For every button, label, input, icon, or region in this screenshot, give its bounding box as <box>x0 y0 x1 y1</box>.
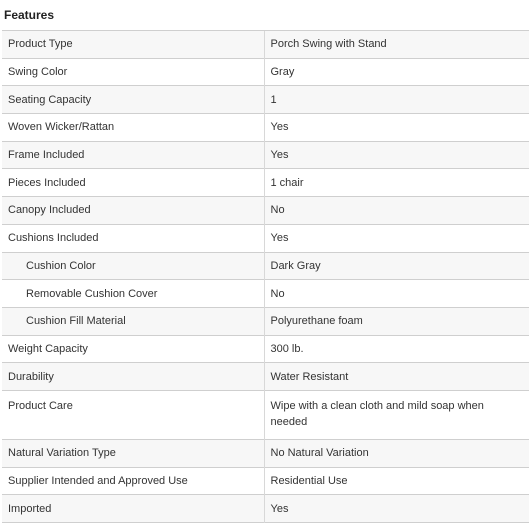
row-label: Supplier Intended and Approved Use <box>2 467 264 495</box>
row-label: Imported <box>2 495 264 523</box>
table-row <box>2 224 529 252</box>
row-value: Porch Swing with Stand <box>264 31 529 58</box>
table-row-sub <box>2 280 529 308</box>
features-table <box>2 31 529 523</box>
table-row <box>2 58 529 86</box>
row-value: Water Resistant <box>264 363 529 391</box>
row-value: No <box>264 280 529 308</box>
table-row-sub <box>2 307 529 335</box>
row-value: 300 lb. <box>264 335 529 363</box>
row-value: Yes <box>264 224 529 252</box>
row-label: Cushions Included <box>2 224 264 252</box>
row-value: Polyurethane foam <box>264 307 529 335</box>
table-row <box>2 467 529 495</box>
table-row <box>2 439 529 467</box>
row-label: Cushion Color <box>2 252 264 280</box>
row-label: Pieces Included <box>2 169 264 197</box>
row-label: Natural Variation Type <box>2 439 264 467</box>
table-row <box>2 31 529 58</box>
row-label: Durability <box>2 363 264 391</box>
table-row <box>2 86 529 114</box>
table-row <box>2 390 529 439</box>
table-row <box>2 495 529 523</box>
row-label: Seating Capacity <box>2 86 264 114</box>
table-row <box>2 335 529 363</box>
row-value: 1 chair <box>264 169 529 197</box>
row-value: 1 <box>264 86 529 114</box>
row-value: Residential Use <box>264 467 529 495</box>
row-value: Yes <box>264 114 529 142</box>
features-panel <box>2 0 529 523</box>
table-row <box>2 363 529 391</box>
row-label: Cushion Fill Material <box>2 307 264 335</box>
table-row <box>2 197 529 225</box>
table-row <box>2 141 529 169</box>
row-label: Swing Color <box>2 58 264 86</box>
row-value: Yes <box>264 141 529 169</box>
row-label: Product Care <box>2 390 264 439</box>
row-value: Yes <box>264 495 529 523</box>
table-row <box>2 114 529 142</box>
table-row <box>2 169 529 197</box>
section-title: Features <box>2 0 529 31</box>
row-label: Removable Cushion Cover <box>2 280 264 308</box>
row-value: Gray <box>264 58 529 86</box>
row-label: Frame Included <box>2 141 264 169</box>
table-row-sub <box>2 252 529 280</box>
row-value: No <box>264 197 529 225</box>
row-value: Dark Gray <box>264 252 529 280</box>
row-value: Wipe with a clean cloth and mild soap when needed <box>264 390 529 439</box>
row-label: Product Type <box>2 31 264 58</box>
row-value: No Natural Variation <box>264 439 529 467</box>
row-label: Woven Wicker/Rattan <box>2 114 264 142</box>
row-label: Canopy Included <box>2 197 264 225</box>
row-label: Weight Capacity <box>2 335 264 363</box>
